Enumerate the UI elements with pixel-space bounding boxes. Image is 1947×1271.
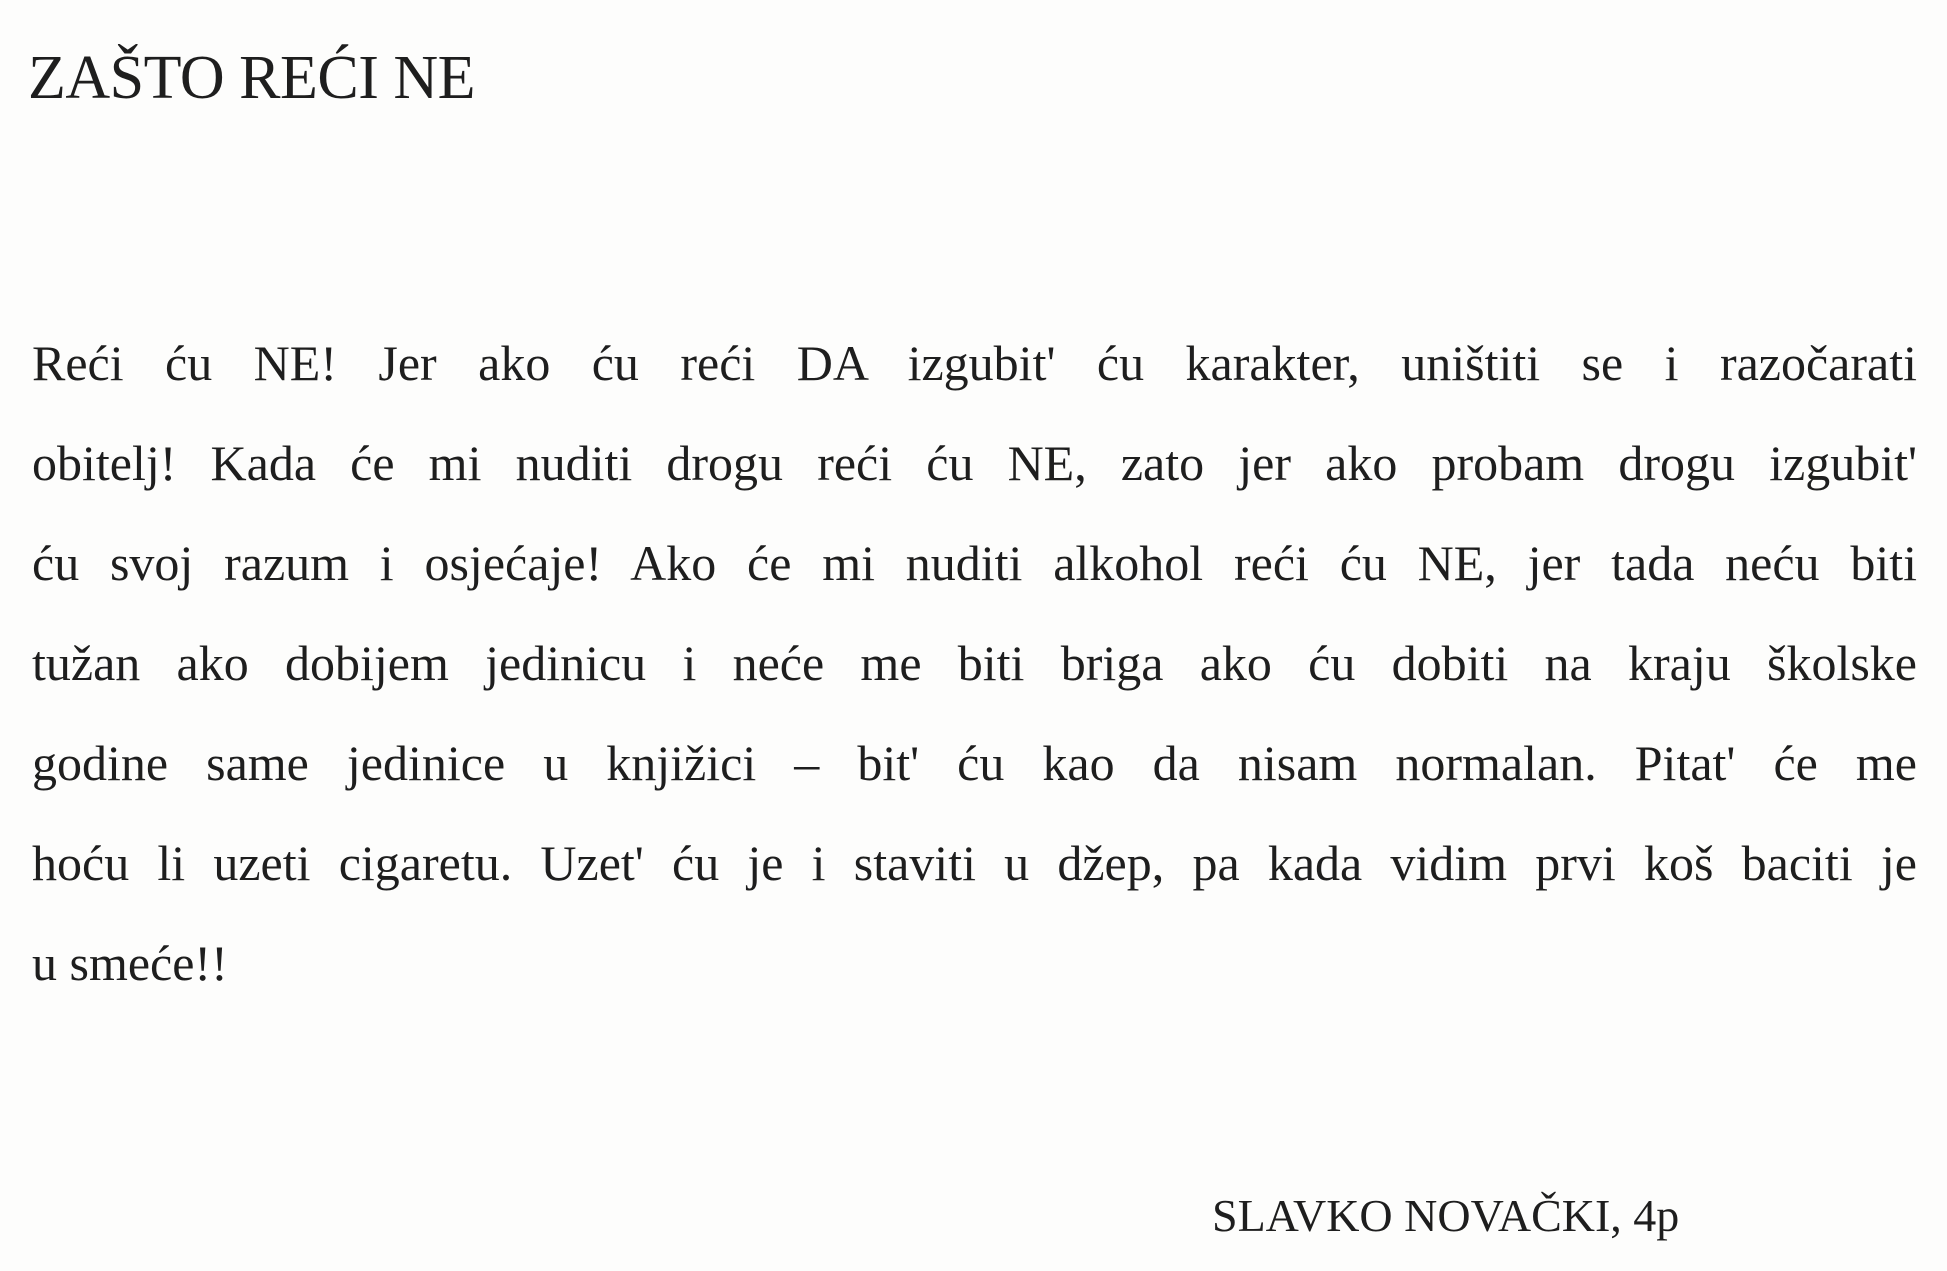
- body-line-6: hoću li uzeti cigaretu. Uzet' ću je i staviti u džep, pa kada vidim prvi koš baciti je: [32, 835, 1917, 891]
- body-line-5: godine same jedinice u knjižici – bit' ću kao da nisam normalan. Pitat' će me: [32, 735, 1917, 791]
- page-title: ZAŠTO REĆI NE: [28, 44, 476, 112]
- body-line-3: ću svoj razum i osjećaje! Ako će mi nuditi alkohol reći ću NE, jer tada neću biti: [32, 535, 1917, 591]
- body-line-2: obitelj! Kada će mi nuditi drogu reći ću NE, zato jer ako probam drogu izgubit': [32, 435, 1917, 491]
- body-line-7: u smeće!!: [32, 935, 228, 991]
- author-signature: SLAVKO NOVAČKI, 4p: [1212, 1190, 1680, 1241]
- body-line-1: Reći ću NE! Jer ako ću reći DA izgubit' ću karakter, uništiti se i razočarati: [32, 335, 1917, 391]
- essay-body: [32, 313, 1917, 1013]
- body-line-4: tužan ako dobijem jedinicu i neće me biti briga ako ću dobiti na kraju školske: [32, 635, 1917, 691]
